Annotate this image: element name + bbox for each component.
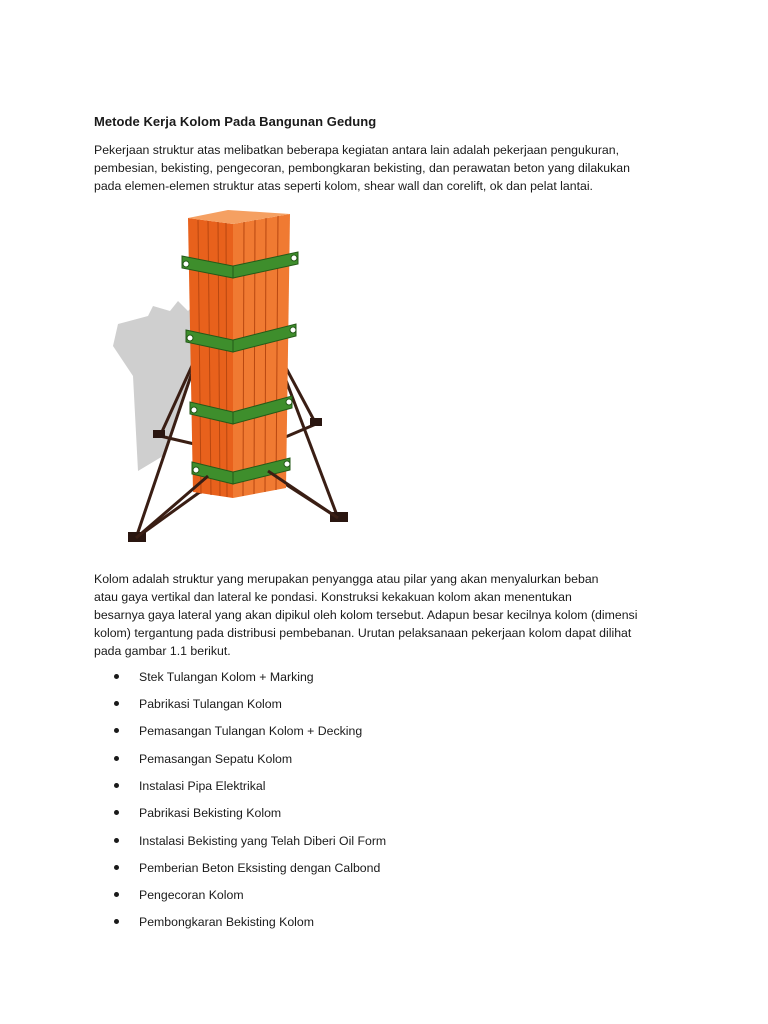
list-item-text: Instalasi Bekisting yang Telah Diberi Oil Form <box>139 834 387 848</box>
list-item-text: Pengecoran Kolom <box>139 888 244 902</box>
bullet-icon <box>114 865 119 870</box>
bullet-icon <box>114 756 119 761</box>
bullet-icon <box>114 701 119 706</box>
brace-foot <box>153 430 165 438</box>
paragraph-line: Pekerjaan struktur atas melibatkan beberapa kegiatan antara lain adalah pekerjaan pengukuran, <box>94 143 620 157</box>
paragraph-line: besarnya gaya lateral yang akan dipikul oleh kolom tersebut. Adapun besar kecilnya kolom (dimensi <box>94 608 638 622</box>
list-item-text: Stek Tulangan Kolom + Marking <box>139 670 314 684</box>
paragraph-line: Kolom adalah struktur yang merupakan penyangga atau pilar yang akan menyalurkan beban <box>94 572 599 586</box>
bullet-icon <box>114 783 119 788</box>
bullet-icon <box>114 674 119 679</box>
shadow-shape <box>113 301 203 471</box>
paragraph-line: pada elemen-elemen struktur atas seperti kolom, shear wall dan corelift, ok dan pelat lantai. <box>94 179 593 193</box>
document-title: Metode Kerja Kolom Pada Bangunan Gedung <box>94 114 377 129</box>
bullet-icon <box>114 728 119 733</box>
paragraph-line: atau gaya vertikal dan lateral ke pondasi. Konstruksi kekakuan kolom akan menentukan <box>94 590 572 604</box>
formwork-column <box>188 210 290 498</box>
bullet-icon <box>114 892 119 897</box>
bullet-icon <box>114 838 119 843</box>
paragraph-line: pada gambar 1.1 berikut. <box>94 644 231 658</box>
list-item-text: Pemasangan Sepatu Kolom <box>139 752 293 766</box>
brace-foot <box>310 418 322 426</box>
list-item-text: Pabrikasi Bekisting Kolom <box>139 806 282 820</box>
column-definition-paragraph <box>94 570 684 660</box>
column-formwork-illustration <box>108 206 368 556</box>
intro-paragraph <box>94 141 684 195</box>
list-item-text: Pabrikasi Tulangan Kolom <box>139 697 282 711</box>
paragraph-line: kolom) tergantung pada distribusi pembebanan. Urutan pelaksanaan pekerjaan kolom dapat dilihat <box>94 626 632 640</box>
list-item-text: Pemasangan Tulangan Kolom + Decking <box>139 724 363 738</box>
bullet-icon <box>114 810 119 815</box>
bullet-icon <box>114 919 119 924</box>
paragraph-line: pembesian, bekisting, pengecoran, pembongkaran bekisting, dan perawatan beton yang dilakukan <box>94 161 630 175</box>
list-item-text: Pemberian Beton Eksisting dengan Calbond <box>139 861 381 875</box>
list-item-text: Pembongkaran Bekisting Kolom <box>139 915 314 929</box>
list-item-text: Instalasi Pipa Elektrikal <box>139 779 266 793</box>
